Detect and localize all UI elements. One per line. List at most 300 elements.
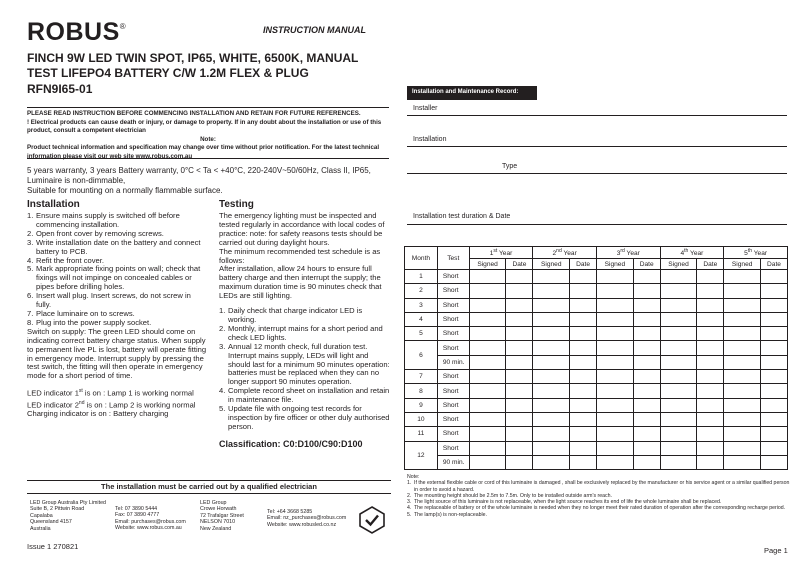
installation-step: [27, 265, 207, 292]
date-cell[interactable]: [697, 312, 724, 326]
date-cell[interactable]: [761, 327, 788, 341]
note-text: The lamp(s) is non-replaceable.: [414, 511, 487, 518]
year-header: 5th Year: [724, 247, 788, 259]
step-text: Write installation date on the battery and connect battery to PCB.: [36, 237, 201, 256]
signed-cell[interactable]: [469, 370, 506, 384]
signed-cell[interactable]: [469, 455, 506, 469]
date-header: Date: [761, 259, 788, 270]
warranty-line: Luminaire is non-dimmable,: [27, 175, 126, 185]
signed-cell[interactable]: [724, 327, 761, 341]
year-header: 2nd Year: [533, 247, 597, 259]
signed-cell[interactable]: [533, 270, 570, 284]
date-cell[interactable]: [633, 270, 660, 284]
date-cell[interactable]: [506, 312, 533, 326]
step-text: Mark appropriate fixing points on wall; check that fixings will not impinge on concealed cables or pipes before drilling holes.: [36, 264, 201, 292]
divider: [407, 224, 787, 225]
note-text: If the external flexible cable or cord of this luminaire is damaged , shall be exclusively replaced by the manufacturer or his service agent or a similar qualified person in order to avoid a hazard.: [414, 480, 790, 493]
step-text: Update file with ongoing test records for inspection by fire officer or other duly authorised person.: [228, 404, 390, 431]
signed-cell[interactable]: [533, 427, 570, 441]
month-cell: 2: [405, 284, 438, 298]
signed-cell[interactable]: [724, 441, 761, 455]
testing-paragraph: The emergency lighting must be inspected and tested regularly in accordance with local codes of practice: note: for safety reasons tests should be carried out during daylight hours.: [219, 211, 385, 247]
step-number: 4.: [27, 255, 34, 265]
notes-label: Note:: [407, 474, 420, 480]
testing-after-install: After installation, allow 24 hours to ensure full battery charge and then interrupt the supply; the maximum duration time is 90 minutes check that LEDs are still lighting.: [219, 264, 382, 301]
divider: [27, 493, 391, 494]
date-cell[interactable]: [761, 398, 788, 412]
step-number: 2.: [27, 228, 34, 238]
date-cell[interactable]: [506, 327, 533, 341]
page-number: Page 1: [764, 546, 788, 555]
test-cell: Short: [437, 284, 469, 298]
date-cell[interactable]: [633, 284, 660, 298]
test-cell: 90 min.: [437, 355, 469, 369]
date-cell[interactable]: [633, 298, 660, 312]
fax: Fax: 07 3890 4777: [115, 512, 160, 519]
signed-cell[interactable]: [724, 312, 761, 326]
address-line: New Zealand: [200, 525, 232, 532]
signed-cell[interactable]: [533, 312, 570, 326]
signed-cell[interactable]: [533, 341, 570, 355]
signed-cell[interactable]: [469, 398, 506, 412]
signed-cell[interactable]: [533, 384, 570, 398]
date-cell[interactable]: [761, 370, 788, 384]
testing-step: [219, 325, 391, 343]
signed-cell[interactable]: [660, 370, 697, 384]
date-cell[interactable]: [633, 455, 660, 469]
signed-cell[interactable]: [724, 384, 761, 398]
date-cell[interactable]: [633, 355, 660, 369]
signed-cell[interactable]: [596, 398, 633, 412]
date-cell[interactable]: [697, 455, 724, 469]
electrician-notice: The installation must be carried out by a qualified electrician: [101, 482, 317, 491]
warranty-line: Suitable for mounting on a normally flammable surface.: [27, 185, 223, 195]
signed-cell[interactable]: [660, 341, 697, 355]
step-text: Ensure mains supply is switched off before commencing installation.: [36, 211, 180, 229]
signed-cell[interactable]: [469, 441, 506, 455]
address-line: NELSON 7010: [200, 519, 236, 526]
date-cell[interactable]: [633, 370, 660, 384]
table-row: [405, 312, 788, 326]
date-cell[interactable]: [761, 312, 788, 326]
signed-cell[interactable]: [660, 355, 697, 369]
installation-step: [27, 292, 207, 310]
month-cell: 4: [405, 312, 438, 326]
month-cell: 10: [405, 412, 438, 426]
year-header: 1st Year: [469, 247, 533, 259]
robus-logo: ROBUS®: [27, 18, 127, 46]
signed-cell[interactable]: [469, 298, 506, 312]
date-cell[interactable]: [506, 455, 533, 469]
signed-cell[interactable]: [596, 412, 633, 426]
installation-step: [27, 239, 207, 257]
month-cell: 12: [405, 441, 438, 470]
date-cell[interactable]: [761, 298, 788, 312]
date-cell[interactable]: [506, 427, 533, 441]
date-cell[interactable]: [570, 327, 597, 341]
step-text: Place luminaire on to screws.: [36, 308, 135, 318]
note-text: The light source of this luminaire is not replaceable, when the light source reaches its end of life the whole luminaire shall be replaced.: [414, 499, 722, 506]
date-cell[interactable]: [697, 384, 724, 398]
test-cell: Short: [437, 441, 469, 455]
step-number: 1.: [219, 306, 226, 316]
step-number: 5.: [219, 404, 226, 414]
rcm-compliance-icon: [358, 506, 386, 534]
test-cell: Short: [437, 412, 469, 426]
warranty-line: 5 years warranty, 3 years Battery warranty, 0°C < Ta < +40°C, 220-240V~50/60Hz, Class II, IP65,: [27, 166, 371, 175]
date-cell[interactable]: [570, 412, 597, 426]
signed-cell[interactable]: [660, 441, 697, 455]
installer-field: Installer: [407, 105, 787, 116]
testing-step: [219, 405, 391, 432]
website: Website: www.robus.com.au: [115, 525, 182, 532]
installation-heading: Installation: [27, 199, 80, 210]
date-cell[interactable]: [697, 270, 724, 284]
note-number: 1.: [407, 480, 412, 487]
signed-cell[interactable]: [724, 341, 761, 355]
date-header: Date: [697, 259, 724, 270]
signed-cell[interactable]: [724, 412, 761, 426]
signed-cell[interactable]: [533, 298, 570, 312]
date-cell[interactable]: [506, 298, 533, 312]
step-text: Annual 12 month check, full duration test. Interrupt mains supply, LEDs will light and should last for a minimum 90 minutes operation: batteries must be replaced when they can no longer support 90 minutes operation.: [228, 341, 390, 387]
month-header: Month: [405, 247, 438, 270]
table-row: [405, 284, 788, 298]
note-text: The mounting height should be 2.5m to 7.5m. Only to be installed outside arm's reach.: [414, 492, 612, 499]
product-code: RFN9I65-01: [27, 82, 93, 96]
test-cell: Short: [437, 384, 469, 398]
record-heading: Installation and Maintenance Record:: [407, 86, 537, 100]
date-cell[interactable]: [697, 412, 724, 426]
step-number: 3.: [27, 237, 34, 247]
table-row: [405, 384, 788, 398]
step-number: 4.: [219, 386, 226, 396]
installation-steps: [27, 212, 207, 328]
step-text: Daily check that charge indicator LED is working.: [228, 306, 363, 324]
testing-schedule-intro: The minimum recommended test schedule is as follows:: [219, 246, 381, 265]
signed-cell[interactable]: [724, 270, 761, 284]
signed-cell[interactable]: [596, 298, 633, 312]
signed-cell[interactable]: [596, 341, 633, 355]
month-cell: 8: [405, 384, 438, 398]
date-cell[interactable]: [761, 270, 788, 284]
test-cell: Short: [437, 370, 469, 384]
signed-cell[interactable]: [469, 355, 506, 369]
date-cell[interactable]: [570, 341, 597, 355]
month-cell: 5: [405, 327, 438, 341]
testing-step: [219, 387, 391, 405]
contact-new-zealand: [267, 509, 346, 528]
date-cell[interactable]: [506, 270, 533, 284]
date-cell[interactable]: [570, 427, 597, 441]
date-cell[interactable]: [761, 441, 788, 455]
date-cell[interactable]: [570, 355, 597, 369]
note-number: 2.: [407, 492, 412, 499]
signed-cell[interactable]: [660, 427, 697, 441]
date-cell[interactable]: [761, 384, 788, 398]
date-cell[interactable]: [506, 398, 533, 412]
signed-cell[interactable]: [724, 284, 761, 298]
notice-box: [27, 107, 389, 159]
date-cell[interactable]: [570, 370, 597, 384]
date-cell[interactable]: [570, 398, 597, 412]
signed-cell[interactable]: [533, 455, 570, 469]
table-header-row: [405, 247, 788, 259]
address-line: Crowe Horwath: [200, 506, 237, 513]
signed-cell[interactable]: [660, 298, 697, 312]
testing-step: [219, 307, 391, 325]
step-text: Monthly, interrupt mains for a short period and check LED lights.: [228, 323, 383, 342]
step-number: 2.: [219, 323, 226, 333]
date-cell[interactable]: [761, 455, 788, 469]
contact-australia: [115, 506, 186, 532]
signed-cell[interactable]: [533, 441, 570, 455]
signed-cell[interactable]: [596, 370, 633, 384]
test-cell: Short: [437, 398, 469, 412]
table-row: [405, 370, 788, 384]
signed-cell[interactable]: [596, 427, 633, 441]
date-cell[interactable]: [697, 355, 724, 369]
signed-cell[interactable]: [533, 355, 570, 369]
signed-cell[interactable]: [724, 455, 761, 469]
date-cell[interactable]: [633, 412, 660, 426]
date-cell[interactable]: [506, 441, 533, 455]
date-cell[interactable]: [570, 270, 597, 284]
date-cell[interactable]: [633, 398, 660, 412]
date-cell[interactable]: [633, 427, 660, 441]
signed-cell[interactable]: [469, 427, 506, 441]
manual-label: INSTRUCTION MANUAL: [263, 25, 366, 35]
date-cell[interactable]: [761, 427, 788, 441]
note-text: The replaceable of battery or of the whole luminaire is needed when they no longer meet their rated duration of operation after the corresponding recharge period.: [414, 505, 786, 512]
step-number: 5.: [27, 264, 34, 274]
notice-note-label: Note:: [200, 135, 216, 143]
address-new-zealand: [200, 500, 244, 532]
company-name: LED Group: [200, 500, 227, 506]
date-cell[interactable]: [761, 355, 788, 369]
date-header: Date: [633, 259, 660, 270]
product-title-line1: FINCH 9W LED TWIN SPOT, IP65, WHITE, 6500K, MANUAL: [27, 51, 359, 65]
signed-header: Signed: [596, 259, 633, 270]
signed-cell[interactable]: [724, 427, 761, 441]
month-cell: 9: [405, 398, 438, 412]
date-cell[interactable]: [570, 441, 597, 455]
date-cell[interactable]: [570, 298, 597, 312]
date-cell[interactable]: [761, 284, 788, 298]
type-field: Type: [407, 163, 787, 174]
address-line: Australia: [30, 525, 51, 532]
installation-step: [27, 212, 207, 230]
date-cell[interactable]: [570, 384, 597, 398]
signed-cell[interactable]: [724, 398, 761, 412]
date-cell[interactable]: [506, 384, 533, 398]
table-row: [405, 427, 788, 441]
test-cell: Short: [437, 327, 469, 341]
date-cell[interactable]: [506, 412, 533, 426]
signed-cell[interactable]: [660, 384, 697, 398]
date-cell[interactable]: [697, 327, 724, 341]
signed-cell[interactable]: [533, 398, 570, 412]
date-cell[interactable]: [697, 398, 724, 412]
table-row: [405, 355, 788, 369]
signed-cell[interactable]: [660, 412, 697, 426]
product-title-line2: TEST LIFEPO4 BATTERY C/W 1.2M FLEX & PLUG: [27, 66, 309, 80]
note-item: [407, 512, 792, 518]
classification: Classification: C0:D100/C90:D100: [219, 438, 363, 449]
installation-paragraph: Switch on supply: The green LED should come on indicating correct battery charge status. When supply to permanent live PL is lost, battery will operate fitting in emergency mode. Interrupt supply by pressing the test switch, the fitting will then operate in emergency mode for a short period of time.: [27, 326, 207, 381]
signed-header: Signed: [660, 259, 697, 270]
signed-cell[interactable]: [724, 298, 761, 312]
address-line: 72 Trafalgar Street: [200, 512, 244, 519]
signed-cell[interactable]: [724, 370, 761, 384]
divider: [27, 480, 391, 481]
signed-cell[interactable]: [469, 384, 506, 398]
notice-line3: Product technical information and specification may change over time without prior notification. For the latest technical information please visit our web site www.robus.com.au: [27, 144, 380, 160]
date-cell[interactable]: [570, 312, 597, 326]
signed-cell[interactable]: [660, 327, 697, 341]
test-duration-label: Installation test duration & Date: [413, 213, 511, 220]
date-header: Date: [506, 259, 533, 270]
date-cell[interactable]: [570, 284, 597, 298]
signed-cell[interactable]: [469, 312, 506, 326]
signed-cell[interactable]: [533, 284, 570, 298]
issue-number: Issue 1 270821: [27, 542, 79, 551]
date-cell[interactable]: [697, 427, 724, 441]
email: Email: nz_purchases@robus.com: [267, 515, 347, 522]
step-text: Complete record sheet on installation and retain in maintenance file.: [228, 386, 390, 405]
date-cell[interactable]: [506, 284, 533, 298]
signed-cell[interactable]: [596, 327, 633, 341]
notes-list: [407, 480, 792, 518]
notice-line1: PLEASE READ INSTRUCTION BEFORE COMMENCING INSTALLATION AND RETAIN FOR FUTURE REFERENCES.: [27, 110, 361, 117]
date-cell[interactable]: [506, 355, 533, 369]
month-cell: 1: [405, 270, 438, 284]
signed-cell[interactable]: [469, 327, 506, 341]
date-cell[interactable]: [697, 341, 724, 355]
date-cell[interactable]: [633, 312, 660, 326]
step-number: 6.: [27, 291, 34, 301]
note-number: 3.: [407, 499, 412, 506]
signed-header: Signed: [469, 259, 506, 270]
table-row: [405, 298, 788, 312]
date-cell[interactable]: [633, 384, 660, 398]
date-cell[interactable]: [697, 441, 724, 455]
signed-cell[interactable]: [660, 455, 697, 469]
signed-cell[interactable]: [596, 355, 633, 369]
address-line: Suite B, 2 Pittwin Road: [30, 506, 85, 513]
date-cell[interactable]: [633, 327, 660, 341]
date-cell[interactable]: [570, 455, 597, 469]
date-cell[interactable]: [761, 412, 788, 426]
note-item: [407, 480, 792, 493]
signed-cell[interactable]: [469, 412, 506, 426]
date-header: Date: [570, 259, 597, 270]
table-row: [405, 455, 788, 469]
signed-cell[interactable]: [596, 312, 633, 326]
table-row: [405, 270, 788, 284]
table-row: [405, 341, 788, 355]
test-cell: 90 min.: [437, 455, 469, 469]
testing-heading: Testing: [219, 199, 254, 210]
step-text: Plug into the power supply socket.: [36, 317, 152, 327]
step-number: 8.: [27, 317, 34, 327]
signed-cell[interactable]: [533, 327, 570, 341]
signed-cell[interactable]: [724, 355, 761, 369]
signed-cell[interactable]: [469, 284, 506, 298]
signed-cell[interactable]: [596, 455, 633, 469]
notice-line2: ! Electrical products can cause death or injury, or damage to property. If in any doubt about the installation or use of this product, consult a competent electrician: [27, 118, 382, 135]
month-cell: 3: [405, 298, 438, 312]
month-cell: 7: [405, 370, 438, 384]
signed-cell[interactable]: [596, 270, 633, 284]
warranty-text: [27, 166, 392, 195]
step-text: Open front cover by removing screws.: [36, 228, 164, 238]
table-row: [405, 412, 788, 426]
date-cell[interactable]: [761, 341, 788, 355]
test-cell: Short: [437, 312, 469, 326]
date-cell[interactable]: [506, 341, 533, 355]
table-row: [405, 327, 788, 341]
table-row: [405, 441, 788, 455]
date-cell[interactable]: [697, 298, 724, 312]
signed-cell[interactable]: [660, 398, 697, 412]
date-cell[interactable]: [697, 370, 724, 384]
led-indicator-1: LED indicator 1st is on : Lamp 1 is working normal: [27, 388, 194, 398]
signed-header: Signed: [533, 259, 570, 270]
test-cell: Short: [437, 341, 469, 355]
month-cell: 6: [405, 341, 438, 370]
step-number: 3.: [219, 341, 226, 351]
test-cell: Short: [437, 427, 469, 441]
testing-section: [219, 212, 391, 449]
signed-cell[interactable]: [660, 312, 697, 326]
phone: Tel: 07 3890 5444: [115, 506, 158, 512]
signed-cell[interactable]: [533, 412, 570, 426]
signed-cell[interactable]: [596, 441, 633, 455]
note-number: 4.: [407, 505, 412, 512]
installation-section: [27, 212, 207, 419]
signed-cell[interactable]: [596, 384, 633, 398]
maintenance-record-table: [404, 246, 788, 470]
led-indicator-2: LED indicator 2nd is on : Lamp 2 is working normal: [27, 399, 196, 410]
signed-cell[interactable]: [596, 284, 633, 298]
test-cell: Short: [437, 298, 469, 312]
month-cell: 11: [405, 427, 438, 441]
signed-cell[interactable]: [469, 341, 506, 355]
date-cell[interactable]: [633, 441, 660, 455]
testing-step: [219, 343, 391, 388]
date-cell[interactable]: [506, 370, 533, 384]
date-cell[interactable]: [697, 284, 724, 298]
installation-field: Installation: [407, 136, 787, 147]
step-text: Refit the front cover.: [36, 255, 104, 265]
address-australia: [30, 500, 106, 532]
signed-cell[interactable]: [660, 284, 697, 298]
step-text: Insert wall plug. Insert screws, do not screw in fully.: [36, 291, 191, 310]
charging-indicator: Charging indicator is on : Battery charging: [27, 409, 169, 419]
note-number: 5.: [407, 511, 412, 518]
website: Website: www.robusled.co.nz: [267, 521, 337, 528]
test-cell: Short: [437, 270, 469, 284]
date-cell[interactable]: [633, 341, 660, 355]
step-number: 1.: [27, 211, 34, 220]
signed-cell[interactable]: [660, 270, 697, 284]
test-header: Test: [437, 247, 469, 270]
signed-cell[interactable]: [469, 270, 506, 284]
signed-cell[interactable]: [533, 370, 570, 384]
address-line: Capalaba: [30, 512, 53, 519]
notes-section: [407, 474, 792, 518]
